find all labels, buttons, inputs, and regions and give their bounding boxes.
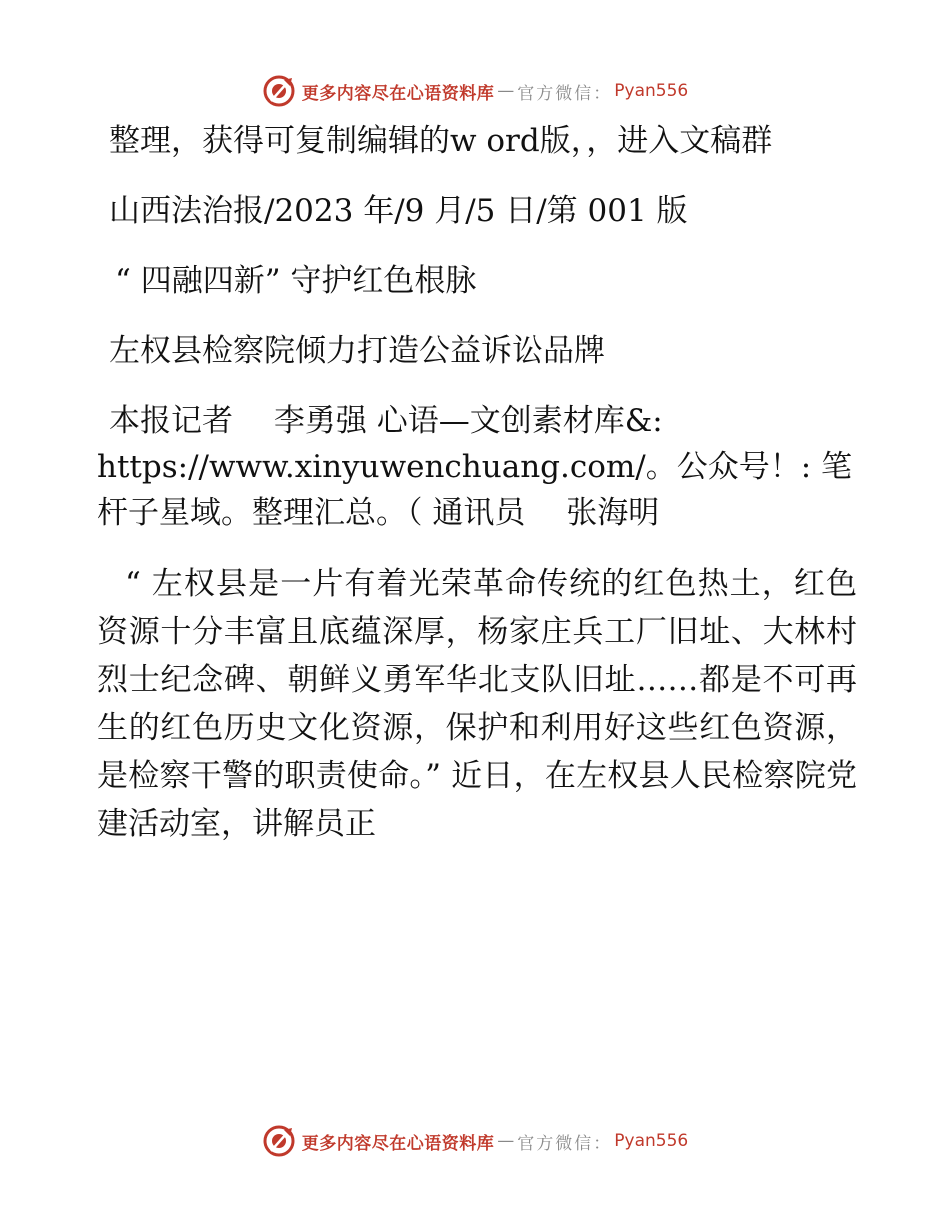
watermark-footer <box>0 1124 950 1158</box>
watermark-main-text: 更多内容尽在心语资料库 <box>301 1133 495 1154</box>
dateline: 山西法治报/2023 年/9 月/5 日/第 001 版 <box>109 193 688 229</box>
byline: 本报记者 李勇强 心语—文创素材库&: https://www.xinyuwenchuang.com/。公众号！: 笔杆子星域。整理汇总。（ 通讯员 张海明 <box>97 403 853 531</box>
article-subtitle: 左权县检察院倾力打造公益诉讼品牌 <box>109 333 605 369</box>
watermark-dash: — <box>497 1131 515 1151</box>
watermark-official-label: 官方微信： <box>517 83 613 104</box>
watermark-dash: — <box>497 81 515 101</box>
watermark-main-text: 更多内容尽在心语资料库 <box>301 83 495 104</box>
xinyu-logo-icon <box>262 74 296 108</box>
watermark-wechat-id: Pyan556 <box>614 1131 689 1151</box>
xinyu-logo-icon <box>262 1124 296 1158</box>
document-body <box>97 118 857 848</box>
watermark-wechat-id: Pyan556 <box>614 81 689 101</box>
watermark-header <box>0 74 950 108</box>
intro-paragraph: 整理，获得可复制编辑的w ord版，，进入文稿群 <box>109 123 773 159</box>
body-paragraph: “ 左权县是一片有着光荣革命传统的红色热土，红色资源十分丰富且底蕴深厚，杨家庄兵工厂旧址、大林村烈士纪念碑、朝鲜义勇军华北支队旧址……都是不可再生的红色历史文化资源，保护和利用好这些红色资源，是检察干警的职责使命。” 近日，在左权县人民检察院党建活动室，讲解员正 <box>97 566 857 842</box>
article-title: “ 四融四新” 守护红色根脉 <box>115 263 477 299</box>
watermark-official-label: 官方微信： <box>517 1133 613 1154</box>
